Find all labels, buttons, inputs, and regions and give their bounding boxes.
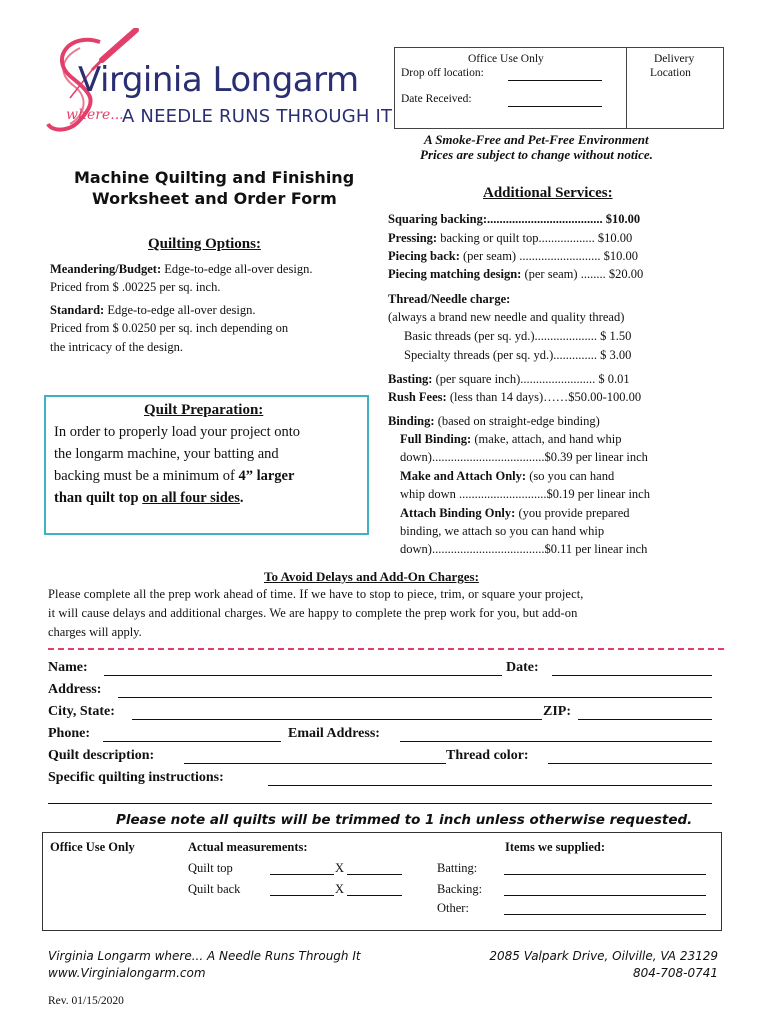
zip-field[interactable] [578,719,712,720]
quilt-description-field[interactable] [184,763,446,764]
specific-instructions-field-2[interactable] [48,803,712,804]
matching-text: (per seam) ........ $20.00 [521,267,644,281]
quilt-back-length-field[interactable] [347,895,402,896]
name-field[interactable] [104,675,502,676]
binding-text: (based on straight-edge binding) [434,414,600,428]
dashed-divider [48,648,724,650]
full-binding-price: down)....................................$0.39 per linear inch [400,450,648,464]
quilt-back-width-field[interactable] [270,895,334,896]
quilt-prep-line3b: 4” larger [238,468,295,484]
date-label: Date: [506,660,539,675]
make-attach-line [400,469,614,484]
matching-label: Piecing matching design: [388,267,522,281]
other-field[interactable] [504,914,706,915]
standard-text: Edge-to-edge all-over design. [107,303,256,317]
attach-binding-text2: binding, we attach so you can hand whip [400,524,605,538]
revision-date: Rev. 01/15/2020 [48,995,124,1007]
footer-phone: 804-708-0741 [632,966,718,980]
footer-website[interactable]: www.Virginialongarm.com [48,966,206,980]
basting-text: (per square inch)........................ $ 0.01 [432,372,630,386]
quilt-prep-line4 [54,490,244,507]
basic-threads-line: Basic threads (per sq. yd.).................... $ 1.50 [404,329,632,343]
quilt-prep-line4c: . [239,490,244,506]
date-field[interactable] [552,675,712,676]
rush-text: (less than 14 days)……$50.00-100.00 [446,390,642,404]
quilt-prep-line2: the longarm machine, your batting and [54,446,279,462]
name-label: Name: [48,660,88,675]
piecing-text: (per seam) .......................... $10.00 [459,249,638,263]
email-field[interactable] [400,741,712,742]
location-label: Location [650,67,691,79]
form-title-line2: Worksheet and Order Form [92,189,337,208]
address-field[interactable] [118,697,712,698]
quilt-top-x: X [335,861,345,875]
form-title-line1: Machine Quilting and Finishing [74,168,355,187]
quilt-back-x: X [335,882,345,896]
basting-label: Basting: [388,372,433,386]
date-received-line[interactable] [508,106,602,107]
office-use-measurements-box [42,832,722,931]
actual-measurements-label: Actual measurements: [188,840,308,854]
items-supplied-label: Items we supplied: [505,840,606,854]
backing-field[interactable] [504,895,706,896]
full-binding-text: (make, attach, and hand whip [471,432,622,446]
quilt-prep-line3a: backing must be a minimum of [54,468,239,484]
piecing-label: Piecing back: [388,249,460,263]
quilting-options-heading: Quilting Options: [148,236,261,252]
batting-label: Batting: [437,861,478,875]
quilt-prep-line4a: than quilt top [54,490,143,506]
meandering-price: Priced from $ .00225 per sq. inch. [50,280,221,294]
binding-line [388,414,600,429]
thread-needle-label: Thread/Needle charge: [388,292,511,306]
additional-services-heading: Additional Services: [483,185,613,201]
city-state-label: City, State: [48,704,115,719]
city-state-field[interactable] [132,719,542,720]
pressing-text: backing or quilt top.................. $10.00 [437,231,633,245]
standard-label: Standard: [50,303,105,317]
standard-price: Priced from $ 0.0250 per sq. inch depending on [50,321,289,335]
thread-needle-note: (always a brand new needle and quality thread) [388,310,625,324]
thread-color-field[interactable] [548,763,712,764]
quilt-prep-line4b: on all four sides [142,490,240,506]
other-label: Other: [437,901,469,915]
squaring-backing-line: Squaring backing:..................................... $10.00 [388,212,641,226]
trim-note: Please note all quilts will be trimmed to 1 inch unless otherwise requested. [116,812,693,828]
delays-heading: To Avoid Delays and Add-On Charges: [264,569,479,584]
attach-binding-price: down)....................................$0.11 per linear inch [400,542,648,556]
footer-address: 2085 Valpark Drive, Oilville, VA 23129 [489,949,718,963]
make-attach-label: Make and Attach Only: [400,469,527,483]
quilt-top-width-field[interactable] [270,874,334,875]
specific-instructions-label: Specific quilting instructions: [48,770,224,785]
quilt-top-length-field[interactable] [347,874,402,875]
quilt-prep-line3 [54,468,294,485]
drop-off-label: Drop off location: [401,67,484,79]
piecing-back-line [388,249,638,264]
full-binding-line [400,432,622,447]
zip-label: ZIP: [543,704,571,719]
delays-line3: charges will apply. [48,625,142,639]
full-binding-label: Full Binding: [400,432,472,446]
environment-line2: Prices are subject to change without notice. [420,147,653,162]
attach-binding-label: Attach Binding Only: [400,506,516,520]
backing-label: Backing: [437,882,483,896]
basting-line [388,372,630,387]
quilt-prep-heading: Quilt Preparation: [144,402,264,418]
rush-fees-line [388,390,641,405]
attach-binding-line [400,506,630,521]
thread-color-label: Thread color: [446,748,529,763]
delays-line2: it will cause delays and additional charges. We are happy to complete the prep work for you, but add-on [48,606,578,620]
attach-binding-text: (you provide prepared [515,506,630,520]
specific-instructions-field[interactable] [268,785,712,786]
standard-line [50,303,256,318]
make-attach-price: whip down ............................$0.19 per linear inch [400,487,650,501]
drop-off-line[interactable] [508,80,602,81]
quilt-description-label: Quilt description: [48,748,155,763]
phone-field[interactable] [103,741,281,742]
quilt-prep-line1: In order to properly load your project onto [54,424,301,440]
date-received-label: Date Received: [401,93,472,105]
bottom-office-use: Office Use Only [50,840,135,854]
standard-price2: the intricacy of the design. [50,340,183,354]
email-label: Email Address: [288,726,380,741]
logo-name: Virginia Longarm [78,60,359,100]
meandering-line [50,262,312,277]
batting-field[interactable] [504,874,706,875]
pressing-label: Pressing: [388,231,438,245]
quilt-top-label: Quilt top [188,861,233,875]
delays-line1: Please complete all the prep work ahead of time. If we have to stop to piece, trim, or square your project, [48,587,584,601]
office-box-divider [626,47,627,129]
office-use-title: Office Use Only [468,53,544,65]
environment-line1: A Smoke-Free and Pet-Free Environment [424,132,649,147]
binding-label: Binding: [388,414,435,428]
address-label: Address: [48,682,102,697]
quilt-back-label: Quilt back [188,882,241,896]
make-attach-text: (so you can hand [526,469,615,483]
meandering-label: Meandering/Budget: [50,262,162,276]
logo-where: where... [66,107,124,123]
delivery-label: Delivery [654,53,695,65]
piecing-matching-line [388,267,643,282]
specialty-threads-line: Specialty threads (per sq. yd.).............. $ 3.00 [404,348,632,362]
logo-tagline: A NEEDLE RUNS THROUGH IT [122,106,393,127]
footer-left-line1: Virginia Longarm where... A Needle Runs Through It [48,949,361,963]
rush-label: Rush Fees: [388,390,447,404]
pressing-line [388,231,632,246]
phone-label: Phone: [48,726,90,741]
meandering-text: Edge-to-edge all-over design. [164,262,313,276]
